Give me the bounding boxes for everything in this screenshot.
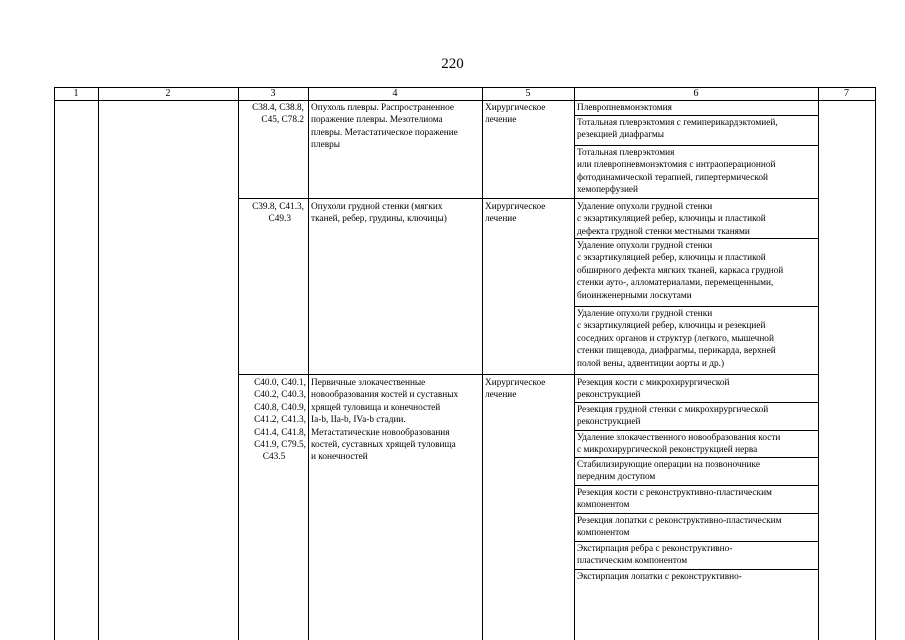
- description-line: Первичные злокачественные: [311, 378, 426, 388]
- description-line: хрящей туловища и конечностей: [311, 402, 441, 413]
- treatment-method: [577, 308, 776, 370]
- method-line: соседних органов и структур (легкого, мышечной: [577, 333, 774, 344]
- method-line: стенки пищевода, диафрагмы, перикарда, верхней: [577, 346, 776, 357]
- column-header-4: 4: [392, 88, 398, 99]
- diagnosis-codes: [240, 102, 304, 127]
- method-divider: [574, 402, 818, 403]
- method-line: передним доступом: [577, 472, 656, 483]
- method-line: компонентом: [577, 528, 630, 539]
- method-line: Плевропневмонэктомия: [577, 103, 672, 113]
- treatment-line: лечение: [485, 115, 517, 126]
- method-line: обширного дефекта мягких тканей, каркаса грудной: [577, 265, 784, 276]
- method-line: Экстирпация лопатки с реконструктивно-: [577, 572, 742, 582]
- description-line: Опухоль плевры. Распространенное: [311, 103, 454, 113]
- column-header-7: 7: [844, 88, 849, 99]
- method-line: Резекция лопатки с реконструктивно-пластическим: [577, 516, 782, 526]
- code-line: C40.2, C40.3,: [254, 390, 306, 401]
- description-line: плевры. Метастатическое поражение: [311, 127, 458, 138]
- disease-description: [311, 102, 458, 152]
- method-line: с экзартикуляцией ребер, ключицы и резекцией: [577, 321, 766, 332]
- method-line: Экстирпация ребра с реконструктивно-: [577, 544, 733, 554]
- column-rule: [574, 87, 575, 640]
- column-rule: [875, 87, 876, 640]
- treatment-method: [577, 240, 783, 302]
- method-divider: [574, 541, 818, 542]
- description-line: Опухоли грудной стенки (мягких: [311, 202, 443, 212]
- method-divider: [574, 306, 818, 307]
- description-line: поражение плевры. Мезотелиома: [311, 115, 443, 126]
- method-line: Стабилизирующие операции на позвоночнике: [577, 460, 760, 470]
- code-line: C41.4, C41.8,: [254, 427, 306, 438]
- code-line: C41.9, C79.5,: [254, 440, 306, 451]
- column-header-1: 1: [73, 88, 79, 99]
- method-line: или плевропневмонэктомия с интраоперационной: [577, 160, 776, 171]
- disease-description: [311, 201, 447, 226]
- page-number: 220: [441, 56, 464, 72]
- method-line: реконструкцией: [577, 417, 641, 428]
- treatment-method: [577, 404, 768, 429]
- description-line: новообразования костей и суставных: [311, 390, 459, 401]
- method-line: Резекция кости с реконструктивно-пластическим: [577, 488, 772, 498]
- code-line: C40.8, C40.9,: [254, 402, 306, 413]
- table-top-rule: [54, 87, 875, 88]
- treatment-method: [577, 571, 742, 583]
- method-divider: [574, 513, 818, 514]
- method-line: с экзартикуляцией ребер, ключицы и пластикой: [577, 214, 766, 225]
- method-line: фотодинамической терапией, гипертермической: [577, 172, 769, 183]
- method-line: Удаление опухоли грудной стенки: [577, 309, 713, 319]
- method-divider: [574, 457, 818, 458]
- method-divider: [574, 430, 818, 431]
- treatment-method: [577, 459, 760, 484]
- method-divider: [574, 569, 818, 570]
- diagnosis-codes: [240, 201, 304, 226]
- method-line: Удаление злокачественного новообразования кости: [577, 433, 781, 443]
- method-divider: [574, 115, 818, 116]
- treatment-line: Хирургическое: [485, 202, 546, 212]
- method-line: Тотальная плеврэктомия: [577, 148, 675, 158]
- header-bottom-rule: [54, 100, 875, 101]
- code-line: C38.4, C38.8,: [252, 103, 304, 113]
- method-line: реконструкцией: [577, 390, 641, 401]
- group-divider: [238, 198, 818, 199]
- description-line: тканей, ребер, грудины, ключицы): [311, 214, 447, 225]
- method-line: хемоперфузией: [577, 185, 639, 196]
- code-line: C43.5: [262, 452, 286, 463]
- code-line: C45, C78.2: [261, 115, 304, 126]
- description-line: плевры: [311, 140, 341, 151]
- treatment-line: Хирургическое: [485, 103, 546, 113]
- method-line: с экзартикуляцией ребер, ключицы и пластикой: [577, 253, 766, 264]
- column-header-2: 2: [165, 88, 171, 99]
- treatment-method: [577, 102, 672, 114]
- method-divider: [574, 485, 818, 486]
- treatment-method: [577, 377, 730, 402]
- description-line: и конечностей: [311, 452, 368, 463]
- method-line: Тотальная плеврэктомия с гемиперикардэктомией,: [577, 118, 778, 128]
- column-rule: [98, 87, 99, 640]
- treatment-method: [577, 117, 778, 142]
- column-rule: [54, 87, 55, 640]
- treatment-method: [577, 487, 772, 512]
- treatment-method: [577, 515, 782, 540]
- treatment-method: [577, 147, 775, 197]
- treatment-method: [577, 432, 780, 457]
- column-rule: [818, 87, 819, 640]
- disease-description: [311, 377, 458, 464]
- group-divider: [238, 374, 818, 375]
- treatment-method: [577, 543, 732, 568]
- method-line: Удаление опухоли грудной стенки: [577, 241, 713, 251]
- treatment-type: [485, 102, 545, 127]
- description-line: костей, суставных хрящей туловища: [311, 440, 456, 451]
- method-line: биоинженерными лоскутами: [577, 290, 692, 301]
- diagnosis-codes: [242, 377, 306, 464]
- treatment-type: [485, 201, 545, 226]
- method-divider: [574, 145, 818, 146]
- method-line: Резекция кости с микрохирургической: [577, 378, 730, 388]
- method-line: компонентом: [577, 500, 630, 511]
- treatment-line: лечение: [485, 390, 517, 401]
- description-line: Ia-b, IIa-b, IVa-b стадии.: [311, 415, 406, 426]
- treatment-method: [577, 201, 766, 238]
- method-line: пластическим компонентом: [577, 556, 688, 567]
- column-header-6: 6: [693, 88, 699, 99]
- code-line: C39.8, C41.3,: [252, 202, 304, 212]
- column-rule: [238, 87, 239, 640]
- treatment-type: [485, 377, 545, 402]
- column-header-3: 3: [270, 88, 276, 99]
- method-line: Резекция грудной стенки с микрохирургической: [577, 405, 769, 415]
- treatment-line: Хирургическое: [485, 378, 546, 388]
- code-line: C49.3: [268, 214, 291, 225]
- method-line: резекцией диафрагмы: [577, 130, 665, 141]
- column-header-5: 5: [525, 88, 531, 99]
- treatment-line: лечение: [485, 214, 517, 225]
- code-line: C41.2, C41.3,: [254, 415, 306, 426]
- method-line: с микрохирургической реконструкцией нерва: [577, 445, 758, 456]
- method-line: полой вены, адвентиции аорты и др.): [577, 358, 725, 369]
- method-line: Удаление опухоли грудной стенки: [577, 202, 713, 212]
- code-line: C40.0, C40.1,: [254, 378, 306, 388]
- method-line: дефекта грудной стенки местными тканями: [577, 226, 750, 237]
- method-line: стенки ауто-, алломатериалами, перемещенными,: [577, 278, 774, 289]
- column-rule: [308, 87, 309, 640]
- description-line: Метастатические новообразования: [311, 427, 450, 438]
- column-rule: [482, 87, 483, 640]
